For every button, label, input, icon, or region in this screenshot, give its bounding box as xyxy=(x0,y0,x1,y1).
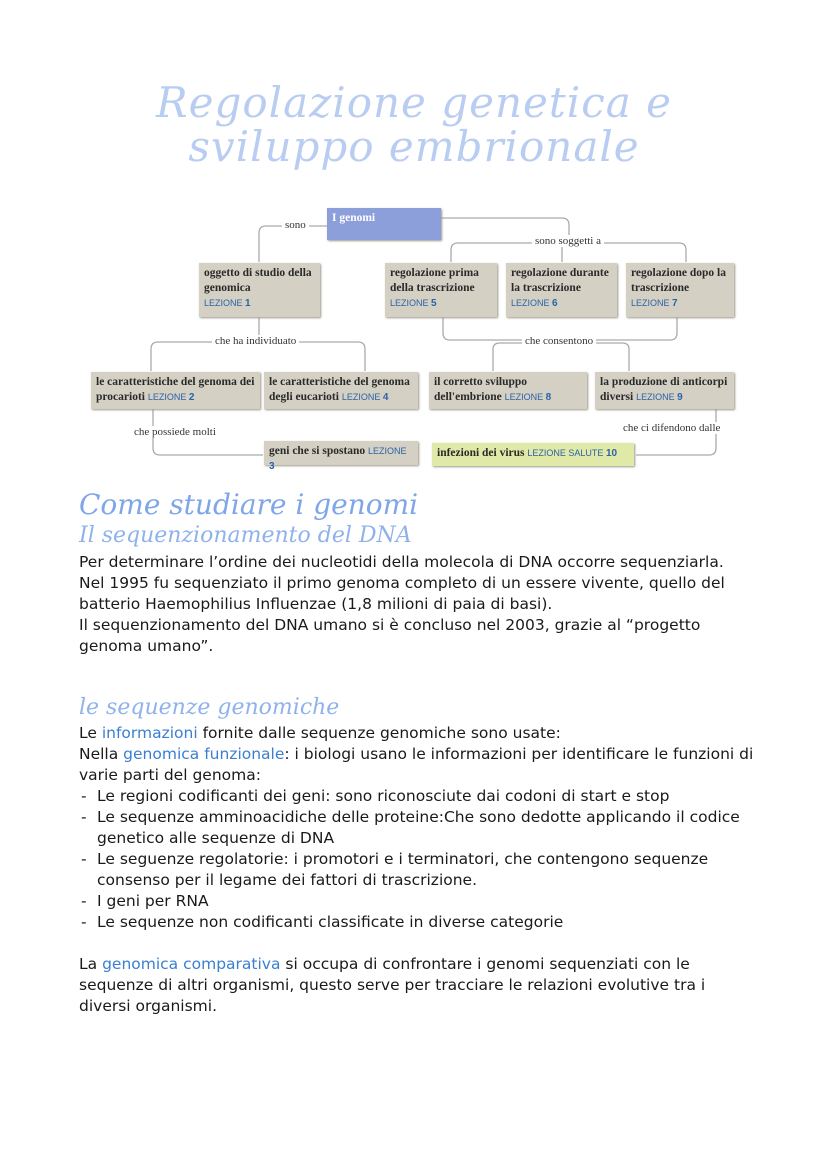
lezione-tag: LEZIONE 2 xyxy=(147,392,195,403)
box-text: oggetto di studio della genomica xyxy=(204,267,312,294)
box-text: il corretto sviluppo dell'embrione xyxy=(434,376,528,403)
lezione-tag: LEZIONE SALUTE 10 xyxy=(527,448,618,459)
lezione-tag: LEZIONE 5 xyxy=(390,298,437,309)
box-text: le caratteristiche del genoma degli eucarioti xyxy=(269,376,410,403)
bullet-list xyxy=(79,786,759,933)
box-infezioni-virus xyxy=(432,443,634,466)
box-text: regolazione prima della trascrizione xyxy=(390,267,479,294)
lezione-tag: LEZIONE 8 xyxy=(504,392,552,403)
lezione-tag: LEZIONE 1 xyxy=(204,298,251,309)
box-text: la produzione di anticorpi diversi xyxy=(600,376,728,403)
box-procarioti xyxy=(91,372,260,409)
title-line-2: sviluppo embrionale xyxy=(188,122,640,171)
list-item: - Le sequenze amminoacidiche delle proteine:Che sono dedotte applicando il codice genetico alle sequenze di DNA xyxy=(79,807,759,849)
box-text: regolazione durante la trascrizione xyxy=(511,267,609,294)
label-che-ci-difendono: che ci difendono dalle xyxy=(620,422,723,434)
label-che-ha-individuato: che ha individuato xyxy=(212,335,299,347)
paragraph: Nel 1995 fu sequenziato il primo genoma completo di un essere vivente, quello del batterio Haemophilius Influenzae (1,8 milioni di paia di basi). xyxy=(79,574,725,613)
section1-body xyxy=(79,552,759,657)
box-text: le caratteristiche del genoma dei procarioti xyxy=(96,376,255,403)
box-sviluppo-embrione xyxy=(429,372,587,409)
list-item: - Le sequenze non codificanti classificate in diverse categorie xyxy=(79,912,759,933)
paragraph: Il sequenzionamento del DNA umano si è concluso nel 2003, grazie al “progetto genoma umano”. xyxy=(79,616,701,655)
label-che-possiede-molti: che possiede molti xyxy=(131,426,219,438)
box-regolazione-prima xyxy=(385,263,497,317)
paragraph: La genomica comparativa si occupa di confrontare i genomi sequenziati con le sequenze di altri organismi, questo serve per tracciare le relazioni evolutive tra i diversi organismi. xyxy=(79,955,706,1015)
subheading-sequenzionamento: Il sequenzionamento del DNA xyxy=(79,523,412,548)
highlight: informazioni xyxy=(101,724,198,742)
section2-body xyxy=(79,723,759,1017)
box-text: geni che si spostano xyxy=(269,445,366,457)
list-item: - Le seguenze regolatorie: i promotori e i terminatori, che contengono sequenze consenso per il legame dei fattori di trascrizione. xyxy=(79,849,759,891)
box-geni-spostano xyxy=(264,441,418,472)
title-line-1: Regolazione genetica e xyxy=(156,78,672,127)
lezione-tag: LEZIONE 3 xyxy=(269,446,407,472)
heading-come-studiare: Come studiare i genomi xyxy=(79,488,419,521)
list-item: - Le regioni codificanti dei geni: sono riconosciute dai codoni di start e stop xyxy=(79,786,759,807)
paragraph: Le informazioni fornite dalle sequenze genomiche sono usate: xyxy=(79,724,561,742)
list-item: - I geni per RNA xyxy=(79,891,759,912)
label-che-consentono: che consentono xyxy=(522,335,596,347)
paragraph: Nella genomica funzionale: i biologi usano le informazioni per identificare le funzioni di varie parti del genoma: xyxy=(79,745,754,784)
lezione-tag: LEZIONE 6 xyxy=(511,298,558,309)
label-sono: sono xyxy=(282,219,309,231)
lezione-tag: LEZIONE 7 xyxy=(631,298,678,309)
box-regolazione-dopo xyxy=(626,263,734,317)
box-anticorpi xyxy=(595,372,734,409)
heading-sequenze-genomiche: le sequenze genomiche xyxy=(79,695,340,720)
box-text: regolazione dopo la trascrizione xyxy=(631,267,726,294)
lezione-tag: LEZIONE 9 xyxy=(636,392,683,403)
box-regolazione-durante xyxy=(506,263,617,317)
highlight: genomica funzionale xyxy=(123,745,285,763)
box-eucarioti xyxy=(264,372,418,409)
lezione-tag: LEZIONE 4 xyxy=(341,392,389,403)
paragraph: Per determinare l’ordine dei nucleotidi della molecola di DNA occorre sequenziarla. xyxy=(79,553,724,571)
label-sono-soggetti: sono soggetti a xyxy=(532,235,604,247)
highlight: genomica comparativa xyxy=(102,955,281,973)
box-text: infezioni dei virus xyxy=(437,447,525,459)
box-i-genomi: I genomi xyxy=(327,208,441,240)
box-oggetto xyxy=(199,263,320,317)
